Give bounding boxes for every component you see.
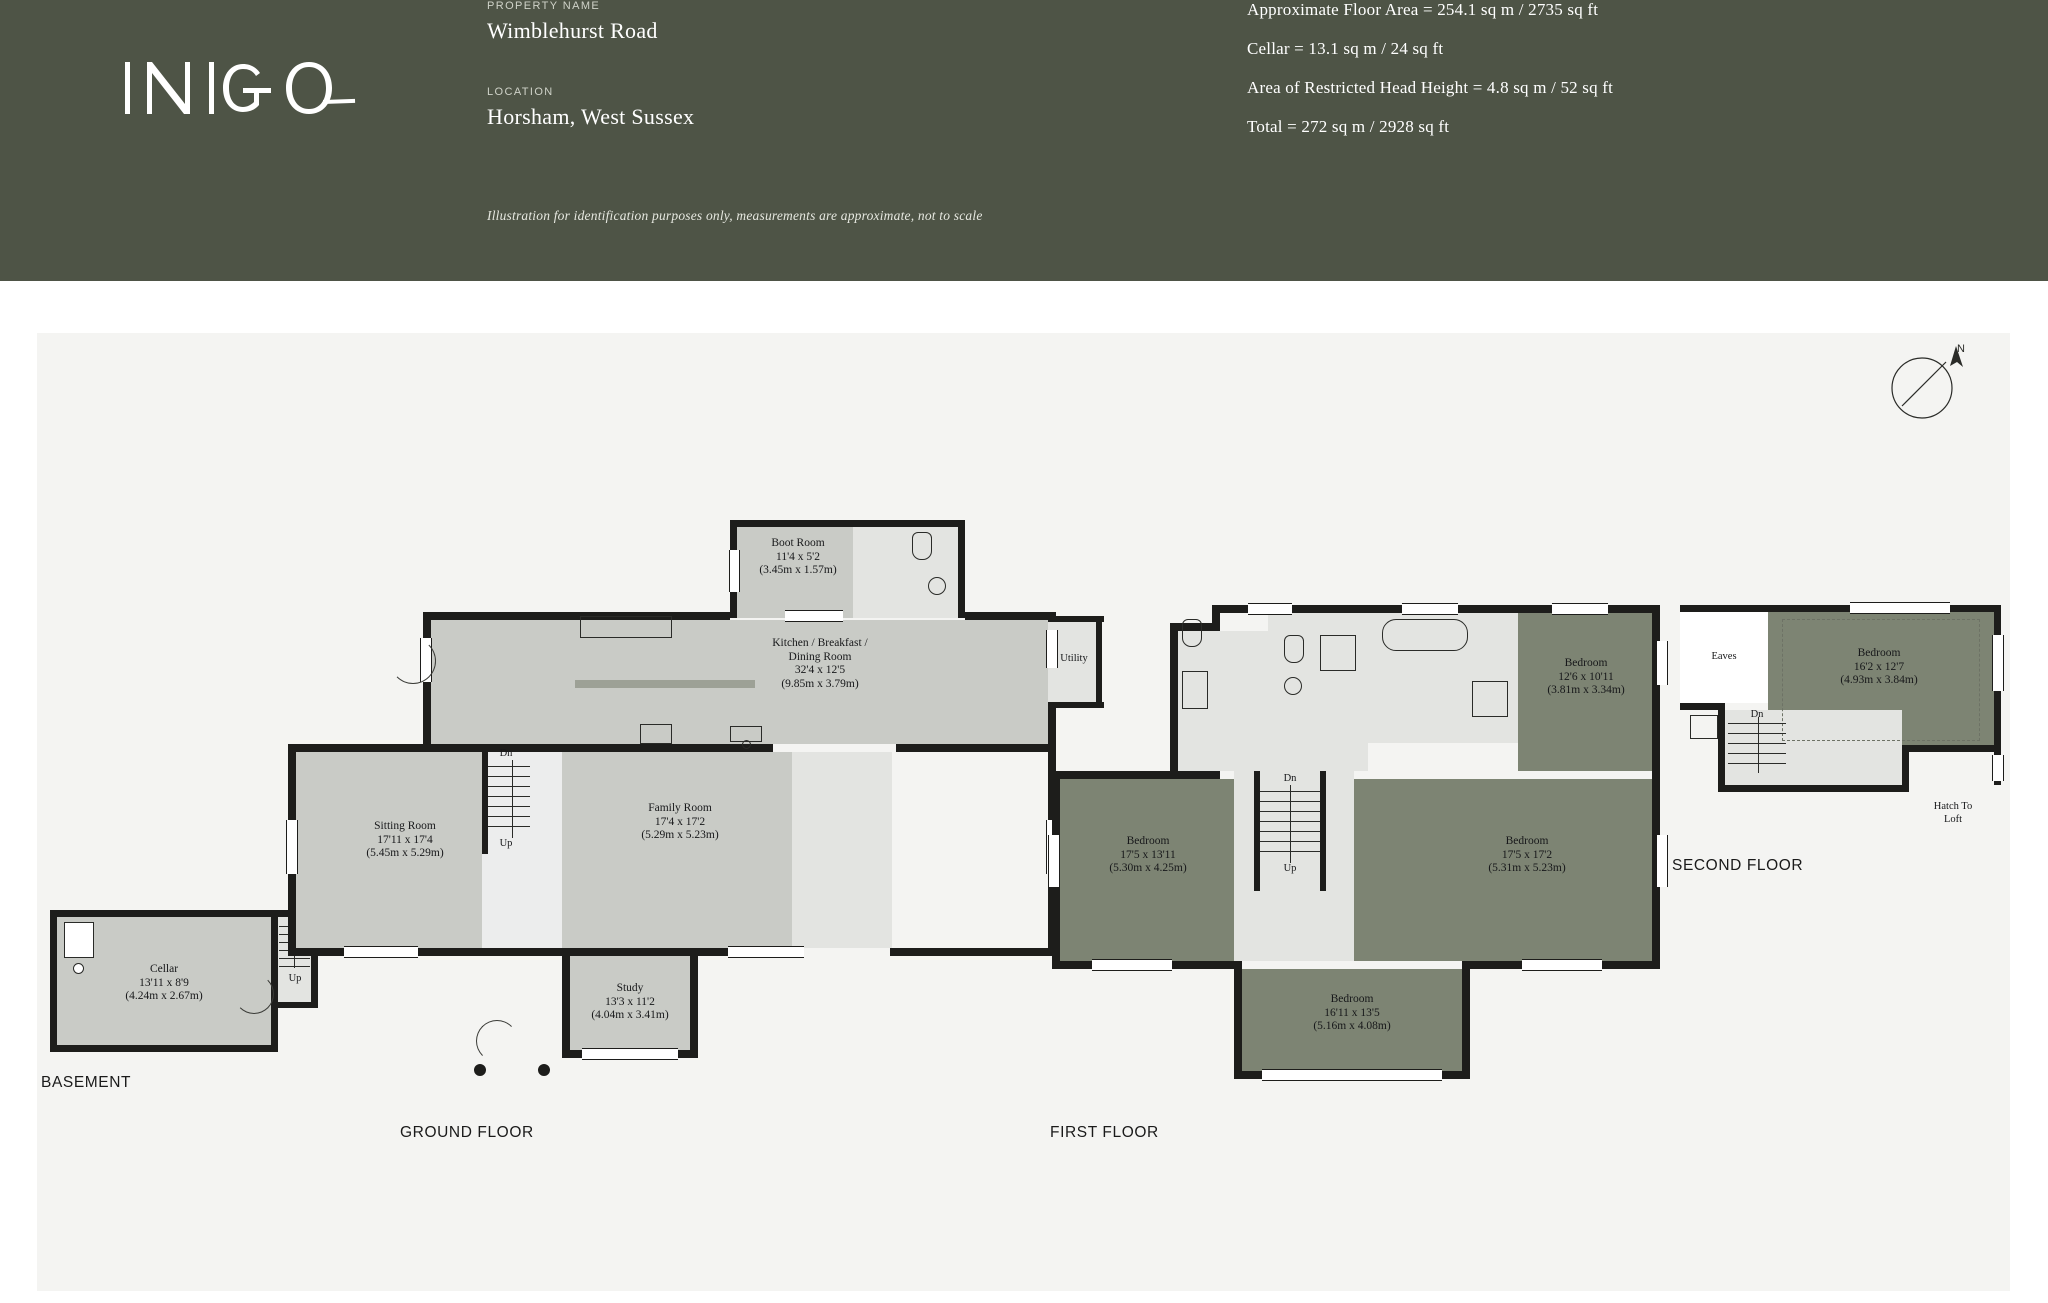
family-room-label xyxy=(600,802,760,843)
kitchen-island xyxy=(575,680,755,688)
window xyxy=(728,946,804,958)
inner-hall xyxy=(792,752,892,948)
wall xyxy=(1052,771,1220,779)
bedroom-1-name: Bedroom xyxy=(1564,657,1608,669)
bedroom-4-imperial: 16'11 x 13'5 xyxy=(1324,1006,1380,1019)
stair-rail xyxy=(1290,785,1291,863)
door-swing xyxy=(390,638,436,684)
location-value: Horsham, West Sussex xyxy=(487,104,695,129)
wall xyxy=(1652,605,1660,777)
bedroom-4-metric: (5.16m x 4.08m) xyxy=(1313,1020,1391,1032)
second-bedroom-label xyxy=(1794,647,1964,688)
bay-window xyxy=(1262,1069,1442,1081)
second-dn-marker: Dn xyxy=(1750,709,1764,720)
stair-tread xyxy=(1728,723,1786,724)
boot-room-imperial: 11'4 x 5'2 xyxy=(776,550,820,563)
window xyxy=(1552,603,1608,615)
area-line-restricted: Area of Restricted Head Height = 4.8 sq m / 52 sq ft xyxy=(1247,78,1614,97)
wall xyxy=(1718,785,1908,792)
study-label xyxy=(562,982,698,1023)
kitchen-counter xyxy=(580,616,672,638)
second-bedroom-imperial: 16'2 x 12'7 xyxy=(1853,660,1905,673)
shower-tray xyxy=(1320,635,1356,671)
family-room xyxy=(562,752,792,948)
study-room-name: Study xyxy=(616,982,644,994)
wall xyxy=(730,520,965,527)
wash-basin xyxy=(1182,671,1208,709)
ground-floor-label: GROUND FLOOR xyxy=(400,1124,534,1141)
bedroom-4-name: Bedroom xyxy=(1330,993,1374,1005)
wall xyxy=(1462,961,1470,1079)
bedroom-3-metric: (5.31m x 5.23m) xyxy=(1488,862,1566,874)
study-room-metric: (4.04m x 3.41m) xyxy=(591,1009,669,1021)
stair-tread xyxy=(488,766,530,767)
wall xyxy=(288,744,426,752)
first-floor-label: FIRST FLOOR xyxy=(1050,1124,1159,1141)
boot-room-metric: (3.45m x 1.57m) xyxy=(759,564,837,576)
window xyxy=(344,946,418,958)
wall xyxy=(423,744,773,752)
area-line-total: Total = 272 sq m / 2928 sq ft xyxy=(1247,117,1450,136)
bedroom-1-label xyxy=(1520,657,1652,698)
ground-floor-plan xyxy=(330,520,1088,1140)
area-line-floor: Approximate Floor Area = 254.1 sq m / 2735 sq ft xyxy=(1247,0,1599,19)
family-room-metric: (5.29m x 5.23m) xyxy=(641,829,719,841)
wall xyxy=(271,910,278,1052)
window xyxy=(1048,835,1060,887)
wall xyxy=(50,1045,278,1052)
first-floor-plan xyxy=(1052,605,1652,1145)
kitchen-hob xyxy=(640,724,672,744)
stair-tread xyxy=(488,786,530,787)
kitchen-room-name: Kitchen / Breakfast / xyxy=(772,637,868,649)
shower-tray xyxy=(1472,681,1508,717)
svg-text:N: N xyxy=(1957,343,1965,355)
window xyxy=(1656,835,1668,887)
cellar-room-name: Cellar xyxy=(149,963,179,975)
first-dn-marker: Dn xyxy=(1283,773,1297,784)
ground-up-marker: Up xyxy=(499,838,513,849)
stair-tread xyxy=(1728,743,1786,744)
location-label: LOCATION xyxy=(487,86,554,98)
window xyxy=(286,820,298,874)
compass-rose xyxy=(1884,340,1968,424)
stair-rail xyxy=(512,760,513,838)
door-swing xyxy=(234,974,274,1014)
sitting-room-name: Sitting Room xyxy=(374,820,436,832)
appliance-dial xyxy=(73,963,84,974)
window xyxy=(1092,959,1172,971)
bath-tub xyxy=(1382,619,1468,651)
hatch-to-label: Hatch To xyxy=(1933,801,1973,812)
window xyxy=(1248,603,1292,615)
wall xyxy=(890,948,1056,956)
sitting-room-label xyxy=(330,820,480,861)
bedroom-3-name: Bedroom xyxy=(1505,835,1549,847)
wall xyxy=(965,612,1055,620)
porch-post xyxy=(538,1064,550,1076)
loft-hatch xyxy=(1690,715,1718,739)
kitchen-room-name-2: Dining Room xyxy=(788,650,852,663)
bedroom-1-imperial: 12'6 x 10'11 xyxy=(1558,670,1614,683)
wall xyxy=(1234,961,1242,1079)
wall xyxy=(423,612,431,752)
boot-room-label xyxy=(728,537,868,578)
stair-tread xyxy=(488,796,530,797)
stair-tread xyxy=(488,776,530,777)
location-block xyxy=(487,86,694,130)
wall xyxy=(1170,623,1178,777)
cellar-room-imperial: 13'11 x 8'9 xyxy=(139,976,189,989)
stair-tread xyxy=(1728,763,1786,764)
second-bedroom-metric: (4.93m x 3.84m) xyxy=(1840,674,1918,686)
basement-plan xyxy=(46,908,321,1053)
sitting-room-imperial: 17'11 x 17'4 xyxy=(377,833,433,846)
sitting-room-metric: (5.45m x 5.29m) xyxy=(366,847,444,859)
bedroom-3-imperial: 17'5 x 17'2 xyxy=(1501,848,1553,861)
bedroom-2-label xyxy=(1066,835,1230,876)
bedroom-1-metric: (3.81m x 3.34m) xyxy=(1547,684,1625,696)
ground-dn-marker: Dn xyxy=(499,748,513,759)
cellar-label xyxy=(104,963,224,1004)
bedroom-2-imperial: 17'5 x 13'11 xyxy=(1120,848,1176,861)
kitchen-room-metric: (9.85m x 3.79m) xyxy=(781,677,859,690)
window xyxy=(1402,603,1458,615)
window xyxy=(1850,602,1950,614)
second-floor-label: SECOND FLOOR xyxy=(1672,857,1804,874)
loft-label: Loft xyxy=(1943,813,1963,825)
wc-room xyxy=(853,527,958,618)
basement-floor-label: BASEMENT xyxy=(41,1074,132,1091)
bedroom-3-label xyxy=(1444,835,1610,876)
boot-room-name: Boot Room xyxy=(771,537,825,549)
property-name-label: PROPERTY NAME xyxy=(487,0,601,12)
stair-tread xyxy=(1728,733,1786,734)
wall xyxy=(423,612,730,620)
window xyxy=(1656,641,1668,685)
area-summary xyxy=(1247,0,1947,156)
kitchen-room-imperial: 32'4 x 12'5 xyxy=(794,664,846,676)
property-name-block xyxy=(487,0,658,44)
study-room-imperial: 13'3 x 11'2 xyxy=(605,995,655,1008)
wash-basin xyxy=(1284,677,1302,695)
wc-toilet xyxy=(912,532,932,560)
utility-label: Utility xyxy=(1060,653,1088,664)
window xyxy=(785,610,843,622)
bedroom-2-metric: (5.30m x 4.25m) xyxy=(1109,862,1187,874)
wall xyxy=(1718,703,1725,791)
wall xyxy=(271,1002,318,1008)
stair-tread xyxy=(1728,753,1786,754)
wall xyxy=(1320,771,1326,891)
second-floor-plan xyxy=(1670,605,2010,835)
stair-rail xyxy=(1758,717,1759,773)
stair-tread xyxy=(488,806,530,807)
bedroom-4-label xyxy=(1266,993,1438,1034)
toilet xyxy=(1182,619,1202,647)
front-door-swing xyxy=(476,1020,518,1062)
header-band xyxy=(0,0,2048,281)
window xyxy=(1992,635,2004,691)
wall xyxy=(1902,745,2001,752)
stair-tread xyxy=(488,816,530,817)
disclaimer-text: Illustration for identification purposes only, measurements are approximate, not to scale xyxy=(487,208,983,223)
family-room-name: Family Room xyxy=(648,802,712,814)
family-room-imperial: 17'4 x 17'2 xyxy=(654,815,706,828)
stair-tread xyxy=(488,826,530,827)
bay-window xyxy=(582,1048,678,1060)
wall xyxy=(958,520,965,618)
cellar-room-metric: (4.24m x 2.67m) xyxy=(125,990,203,1002)
porch-post xyxy=(474,1064,486,1076)
property-name-value: Wimblehurst Road xyxy=(487,18,658,43)
eaves-label: Eaves xyxy=(1711,651,1737,662)
wall xyxy=(896,744,1056,752)
appliance-fixture xyxy=(64,922,94,958)
area-line-cellar: Cellar = 13.1 sq m / 24 sq ft xyxy=(1247,39,1444,58)
hatch-to-loft-label xyxy=(1898,801,2008,826)
kitchen-tap xyxy=(742,740,751,749)
inigo-logo xyxy=(123,58,363,118)
first-up-marker: Up xyxy=(1283,863,1297,874)
bedroom-2-name: Bedroom xyxy=(1126,835,1170,847)
toilet xyxy=(1284,635,1304,663)
wall xyxy=(1902,745,1909,792)
window xyxy=(1522,959,1602,971)
basement-up-marker: Up xyxy=(288,973,302,984)
second-bedroom-name: Bedroom xyxy=(1857,647,1901,659)
wall xyxy=(1680,605,2000,612)
wall xyxy=(50,910,57,1052)
window xyxy=(1992,755,2004,781)
wc-basin xyxy=(928,577,946,595)
